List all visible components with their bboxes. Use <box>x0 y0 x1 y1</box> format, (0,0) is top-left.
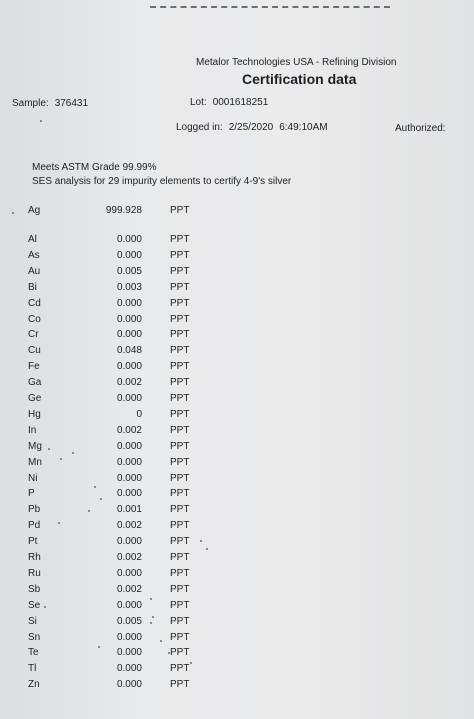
primary-unit: PPT <box>170 205 190 216</box>
speck <box>60 458 62 460</box>
sample-field <box>12 98 88 109</box>
element-unit: PPT <box>170 615 190 627</box>
element-unit: PPT <box>170 520 190 532</box>
speck <box>58 522 60 524</box>
element-unit: PPT <box>170 408 190 420</box>
speck <box>206 548 208 550</box>
element-symbol: Ru <box>28 567 41 579</box>
element-symbol: As <box>28 249 40 261</box>
impurity-row <box>0 377 474 393</box>
element-symbol: Co <box>28 313 41 325</box>
element-unit: PPT <box>170 504 190 516</box>
impurity-row <box>0 409 474 425</box>
element-unit: PPT <box>170 424 190 436</box>
element-symbol: Ni <box>28 472 38 484</box>
impurity-row <box>0 345 474 361</box>
impurity-row <box>0 520 474 536</box>
element-symbol: Sn <box>28 631 41 643</box>
element-unit: PPT <box>170 393 190 404</box>
element-unit: PPT <box>170 249 190 261</box>
impurity-row <box>0 457 474 473</box>
impurity-row <box>0 536 474 552</box>
element-unit: PPT <box>170 361 190 373</box>
element-value: 0.002 <box>116 520 142 532</box>
top-dashed-rule <box>150 6 390 8</box>
element-unit: PPT <box>170 329 190 341</box>
element-value: 0.000 <box>116 440 142 452</box>
speck <box>200 540 202 542</box>
element-value: 0.002 <box>116 552 142 563</box>
element-unit: PPT <box>170 488 190 500</box>
lot-label: Lot: <box>190 97 207 108</box>
element-value: 0.005 <box>116 615 142 627</box>
element-value: 0.000 <box>116 393 142 404</box>
element-symbol: Pt <box>28 536 38 548</box>
element-value: 0.000 <box>116 663 142 675</box>
element-value: 0.003 <box>116 281 142 293</box>
element-value: 0.000 <box>116 679 142 691</box>
lot-field <box>190 97 268 108</box>
element-symbol: Zn <box>28 679 40 691</box>
element-value: 0.000 <box>116 234 142 245</box>
element-unit: PPT <box>170 472 190 484</box>
impurity-row <box>0 632 474 648</box>
element-value: 0.000 <box>116 249 142 261</box>
impurity-row <box>0 473 474 489</box>
element-unit: PPT <box>170 567 190 579</box>
impurity-row <box>0 663 474 679</box>
impurity-row <box>0 234 474 250</box>
authorized-label: Authorized: <box>395 123 446 134</box>
element-unit: PPT <box>170 265 190 277</box>
impurity-row <box>0 552 474 568</box>
impurity-row <box>0 600 474 616</box>
element-unit: PPT <box>170 536 190 548</box>
impurity-row <box>0 647 474 663</box>
impurity-row <box>0 488 474 504</box>
impurity-row <box>0 616 474 632</box>
element-unit: PPT <box>170 647 190 659</box>
element-symbol: Te <box>28 647 39 659</box>
speck <box>72 452 74 454</box>
company-name: Metalor Technologies USA - Refining Division <box>196 57 397 68</box>
impurity-row <box>0 393 474 409</box>
element-symbol: Mg <box>28 440 42 452</box>
element-value: 0.000 <box>116 313 142 325</box>
grade-note: Meets ASTM Grade 99.99% <box>32 162 157 173</box>
element-symbol: P <box>28 488 35 500</box>
impurity-row <box>0 361 474 377</box>
speck <box>94 486 96 488</box>
element-unit: PPT <box>170 663 190 675</box>
element-unit: PPT <box>170 552 190 563</box>
speck <box>40 120 42 122</box>
element-value: 0.002 <box>116 424 142 436</box>
impurity-row <box>0 504 474 520</box>
element-value: 0.000 <box>116 567 142 579</box>
document-title: Certification data <box>242 71 357 87</box>
element-unit: PPT <box>170 297 190 309</box>
element-value: 0.000 <box>116 472 142 484</box>
element-symbol: Au <box>28 265 41 277</box>
element-symbol: Tl <box>28 663 37 675</box>
impurity-row <box>0 250 474 266</box>
element-unit: PPT <box>170 345 190 357</box>
element-unit: PPT <box>170 377 190 389</box>
impurity-row <box>0 679 474 695</box>
impurity-row <box>0 314 474 330</box>
element-unit: PPT <box>170 281 190 293</box>
impurity-row <box>0 441 474 457</box>
element-value: 0.000 <box>116 647 142 659</box>
element-unit: PPT <box>170 456 190 468</box>
element-symbol: Pb <box>28 504 41 516</box>
element-symbol: Bi <box>28 281 37 293</box>
element-unit: PPT <box>170 599 190 611</box>
element-value: 0 <box>136 408 142 420</box>
primary-row <box>0 205 474 221</box>
element-symbol: Se <box>28 599 41 611</box>
impurity-row <box>0 282 474 298</box>
speck <box>150 622 152 624</box>
impurity-row <box>0 298 474 314</box>
primary-value: 999.928 <box>105 205 142 216</box>
element-symbol: Si <box>28 615 37 627</box>
impurity-row <box>0 568 474 584</box>
speck <box>150 598 152 600</box>
lot-value: 0001618251 <box>212 97 269 108</box>
speck <box>152 616 154 618</box>
element-symbol: Cr <box>28 329 39 341</box>
element-symbol: Pd <box>28 520 41 532</box>
element-unit: PPT <box>170 313 190 325</box>
ses-analysis-note: SES analysis for 29 impurity elements to certify 4-9's silver <box>32 176 292 187</box>
element-value: 0.001 <box>116 504 142 516</box>
speck <box>44 606 46 608</box>
speck <box>100 498 102 500</box>
speck <box>190 662 192 664</box>
element-symbol: Ga <box>28 377 42 389</box>
element-symbol: In <box>28 424 37 436</box>
element-symbol: Hg <box>28 408 41 420</box>
speck <box>160 640 162 642</box>
element-value: 0.000 <box>116 599 142 611</box>
element-symbol: Fe <box>28 361 40 373</box>
element-symbol: Cu <box>28 345 41 357</box>
speck <box>168 652 170 654</box>
element-value: 0.005 <box>116 265 142 277</box>
logged-in-field <box>176 122 328 133</box>
speck <box>88 510 90 512</box>
element-value: 0.000 <box>116 329 142 341</box>
impurity-row <box>0 584 474 600</box>
element-unit: PPT <box>170 583 190 595</box>
element-symbol: Cd <box>28 297 41 309</box>
element-symbol: Rh <box>28 552 41 563</box>
element-value: 0.000 <box>116 631 142 643</box>
element-symbol: Al <box>28 234 37 245</box>
impurity-row <box>0 266 474 282</box>
element-unit: PPT <box>170 234 190 245</box>
logged-in-label: Logged in: <box>176 122 223 133</box>
impurity-row <box>0 329 474 345</box>
speck <box>98 646 100 648</box>
element-value: 0.000 <box>116 488 142 500</box>
element-unit: PPT <box>170 440 190 452</box>
element-value: 0.002 <box>116 583 142 595</box>
element-symbol: Sb <box>28 583 41 595</box>
element-value: 0.000 <box>116 536 142 548</box>
primary-element: Ag <box>28 205 41 216</box>
logged-in-time: 6:49:10AM <box>279 122 328 133</box>
element-symbol: Ge <box>28 393 42 404</box>
element-unit: PPT <box>170 679 190 691</box>
element-value: 0.000 <box>116 361 142 373</box>
speck <box>12 212 14 214</box>
element-symbol: Mn <box>28 456 42 468</box>
element-value: 0.000 <box>116 297 142 309</box>
element-value: 0.002 <box>116 377 142 389</box>
element-unit: PPT <box>170 631 190 643</box>
element-value: 0.048 <box>116 345 142 357</box>
logged-in-date: 2/25/2020 <box>228 122 274 133</box>
speck <box>48 448 50 450</box>
sample-label: Sample: <box>12 98 49 109</box>
element-value: 0.000 <box>116 456 142 468</box>
sample-value: 376431 <box>54 98 89 109</box>
impurity-row <box>0 425 474 441</box>
